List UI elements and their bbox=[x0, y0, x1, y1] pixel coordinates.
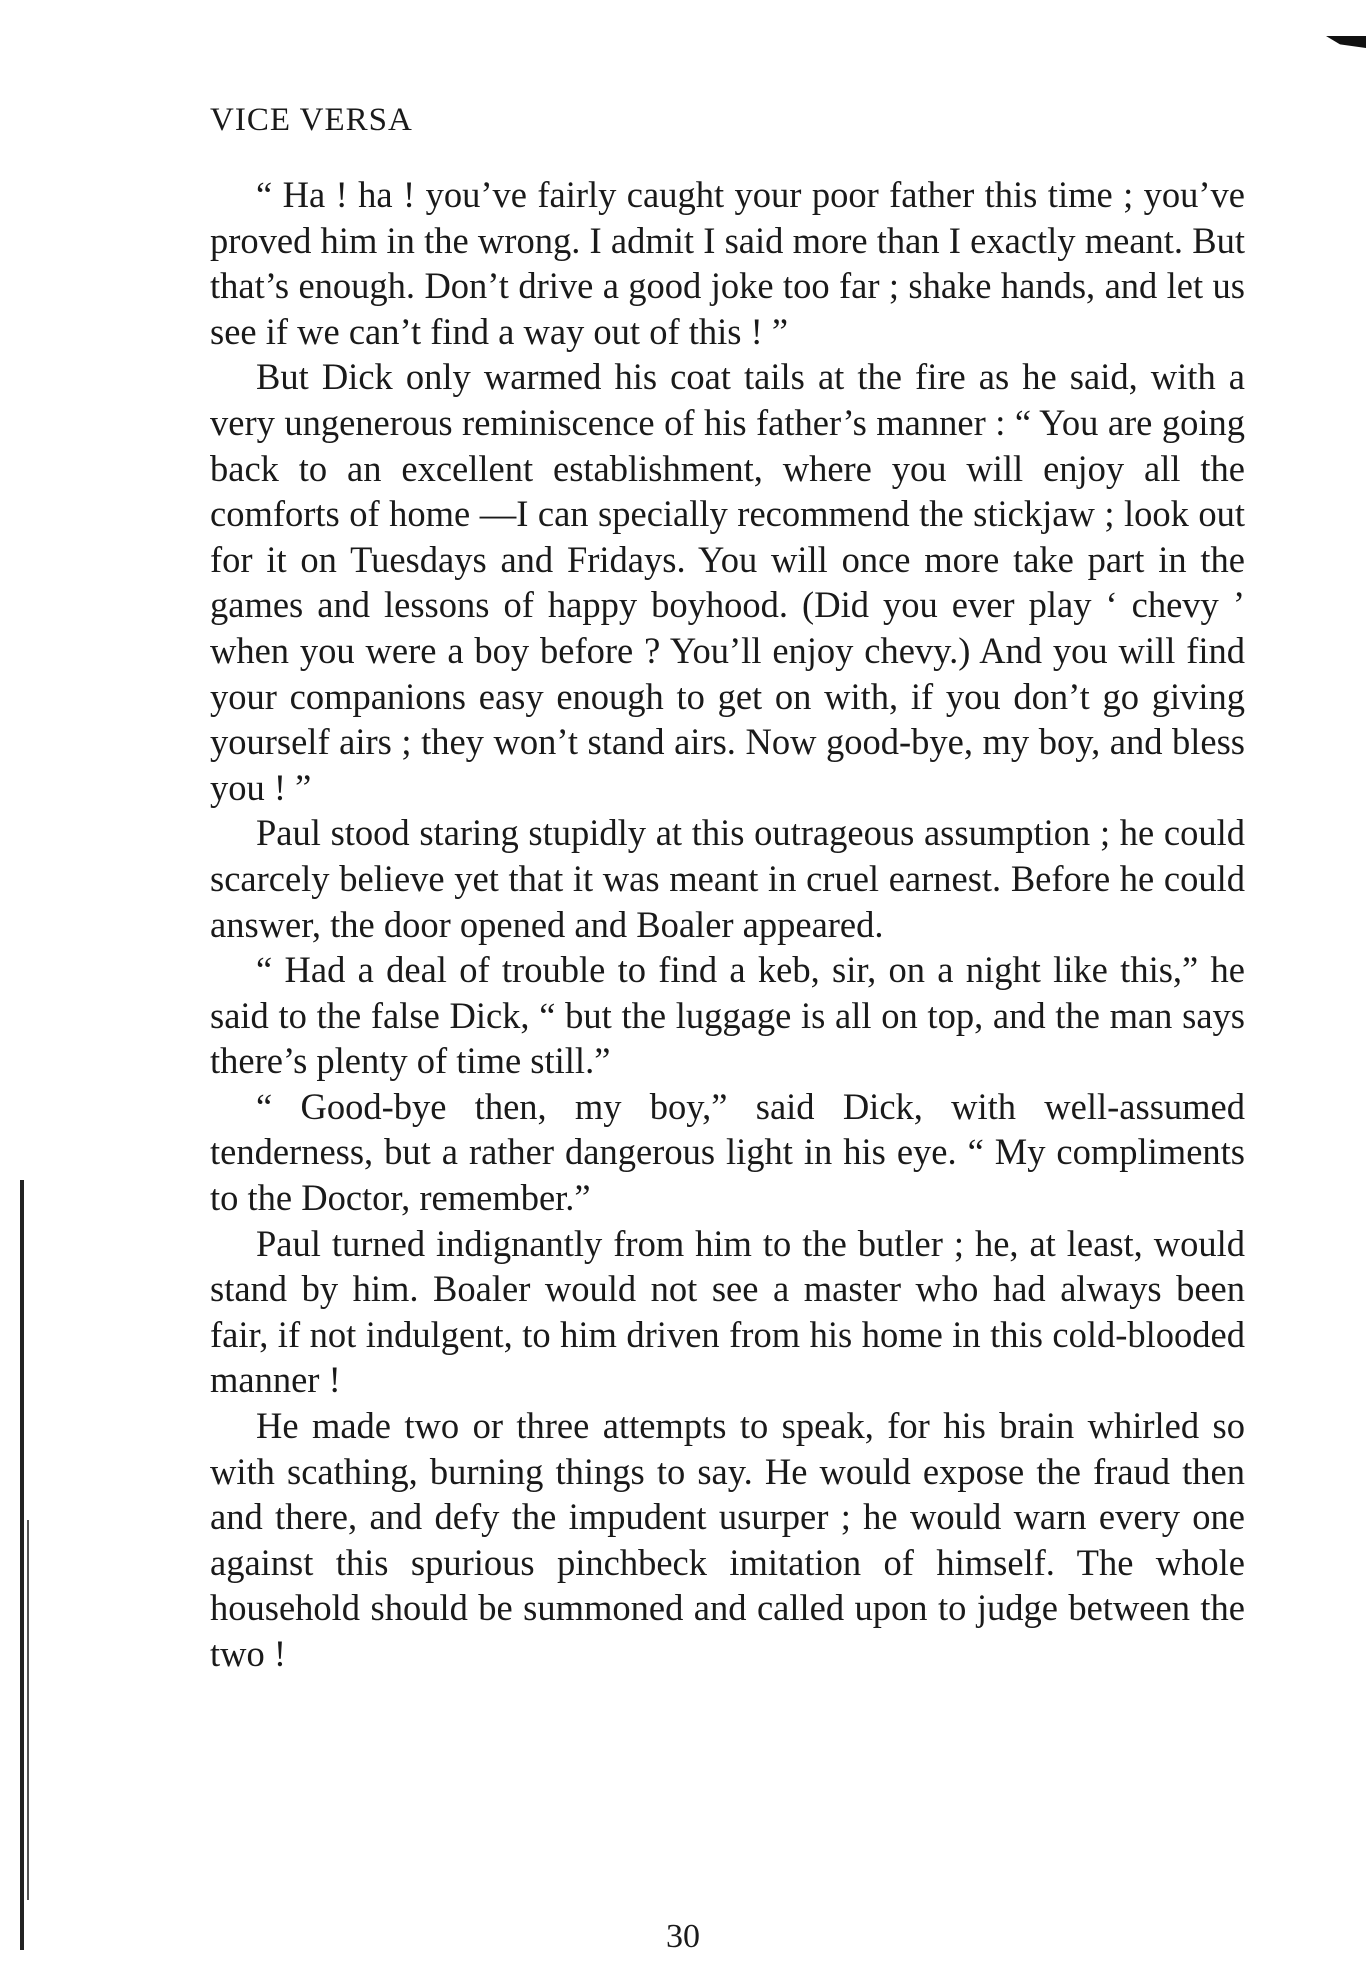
corner-mark bbox=[1326, 36, 1366, 48]
binding-rule bbox=[20, 1180, 24, 1950]
paragraph: “ Had a deal of trouble to find a keb, sir, on a night like this,” he said to the false Dick, “ but the luggage is all on top, and the man says there’s plenty of time still.” bbox=[210, 949, 1245, 1082]
running-head: VICE VERSA bbox=[210, 102, 413, 138]
paragraph: Paul turned indignantly from him to the butler ; he, at least, would stand by him. Boaler would not see a master who had always been fair, if not indulgent, to him driven from his home in this cold-blooded manner ! bbox=[210, 1222, 1245, 1401]
binding-rule-thin bbox=[27, 1520, 29, 1900]
paragraph: But Dick only warmed his coat tails at the fire as he said, with a very ungenerous reminiscence of his father’s manner : “ You are going back to an excellent establishment, where you will enjoy all the comforts of home —I can specially recommend the stickjaw ; look out for it on Tuesdays and Fridays. You will once more take part in the games and lessons of happy boyhood. (Did you ever play ‘ chevy ’ when you were a boy before ? You’ll enjoy chevy.) And you will find your companions easy enough to get on with, if you don’t go giving yourself airs ; they won’t stand airs. Now good-bye, my boy, and bless you ! ” bbox=[210, 356, 1245, 808]
body-text bbox=[210, 172, 1245, 1677]
paragraph: Paul stood staring stupidly at this outrageous assumption ; he could scarcely believe yet that it was meant in cruel earnest. Before he could answer, the door opened and Boaler appeared. bbox=[210, 812, 1245, 945]
paragraph: “ Good-bye then, my boy,” said Dick, with well-assumed tenderness, but a rather dangerous light in his eye. “ My compliments to the Doctor, remember.” bbox=[210, 1085, 1245, 1219]
paragraph: “ Ha ! ha ! you’ve fairly caught your poor father this time ; you’ve proved him in the wrong. I admit I said more than I exactly meant. But that’s enough. Don’t drive a good joke too far ; shake hands, and let us see if we can’t find a way out of this ! ” bbox=[210, 174, 1245, 352]
page-number: 30 bbox=[666, 1918, 700, 1955]
paragraph: He made two or three attempts to speak, for his brain whirled so with scathing, burning things to say. He would expose the fraud then and there, and defy the impudent usurper ; he would warn every one against this spurious pinchbeck imitation of himself. The whole household should be summoned and called upon to judge between the two ! bbox=[210, 1405, 1245, 1674]
